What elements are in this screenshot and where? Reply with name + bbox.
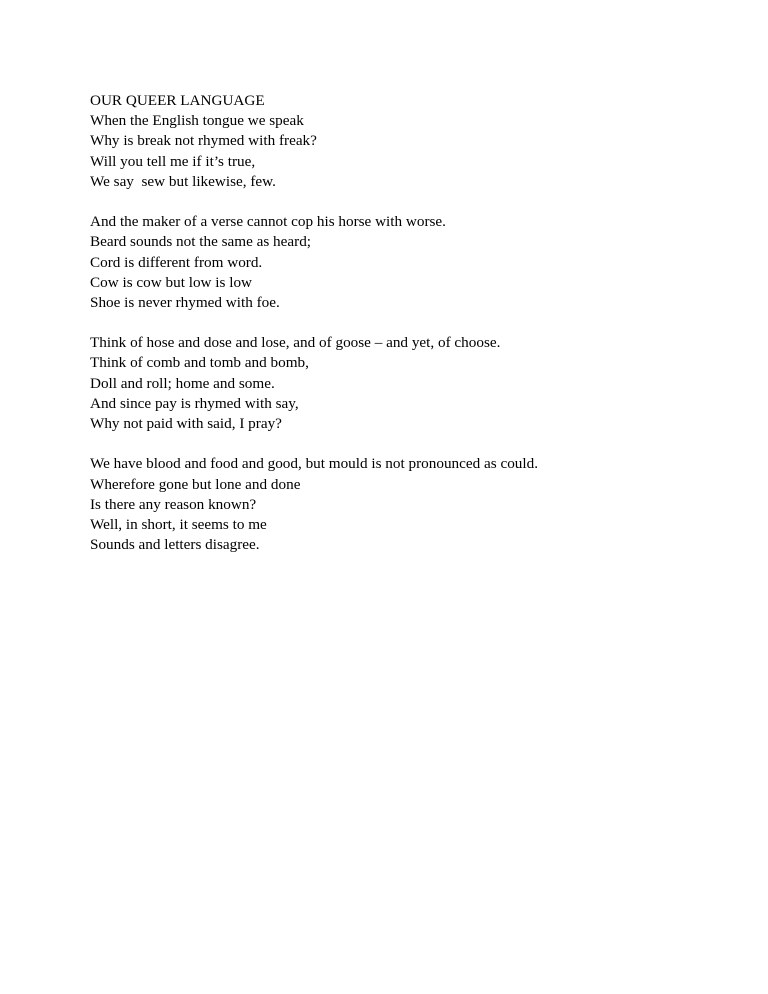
poem-title: OUR QUEER LANGUAGE xyxy=(90,92,265,109)
poem-line: Think of hose and dose and lose, and of goose – and yet, of choose. xyxy=(90,334,501,352)
poem-line: When the English tongue we speak xyxy=(90,112,304,130)
poem-line: We have blood and food and good, but mould is not pronounced as could. xyxy=(90,455,538,473)
stanza-gap xyxy=(90,313,730,333)
poem-line: Why not paid with said, I pray? xyxy=(90,415,282,432)
poem-line: Well, in short, it seems to me xyxy=(90,515,267,533)
stanza-4 xyxy=(90,454,730,555)
poem-line: Cord is different from word. xyxy=(90,253,263,271)
poem-line: And the maker of a verse cannot cop his horse with worse. xyxy=(90,213,446,231)
stanza-3 xyxy=(90,333,730,434)
stanza-gap xyxy=(90,192,730,212)
stanza-2 xyxy=(90,212,730,313)
stanza-1 xyxy=(90,111,730,192)
poem-line: Sounds and letters disagree. xyxy=(90,536,260,554)
poem-line: Will you tell me if it’s true, xyxy=(90,152,256,170)
poem xyxy=(90,91,730,555)
poem-line: Shoe is never rhymed with foe. xyxy=(90,293,280,311)
poem-line: Cow is cow but low is low xyxy=(90,273,253,291)
poem-line: And since pay is rhymed with say, xyxy=(90,394,299,412)
poem-line: Why is break not rhymed with freak? xyxy=(90,132,317,150)
poem-line: Wherefore gone but lone and done xyxy=(90,475,301,493)
poem-line: We say sew but likewise, few. xyxy=(90,172,276,190)
poem-line: Is there any reason known? xyxy=(90,495,257,513)
poem-line: Doll and roll; home and some. xyxy=(90,374,275,392)
stanza-gap xyxy=(90,434,730,454)
poem-line: Beard sounds not the same as heard; xyxy=(90,233,312,251)
poem-line: Think of comb and tomb and bomb, xyxy=(90,354,309,372)
